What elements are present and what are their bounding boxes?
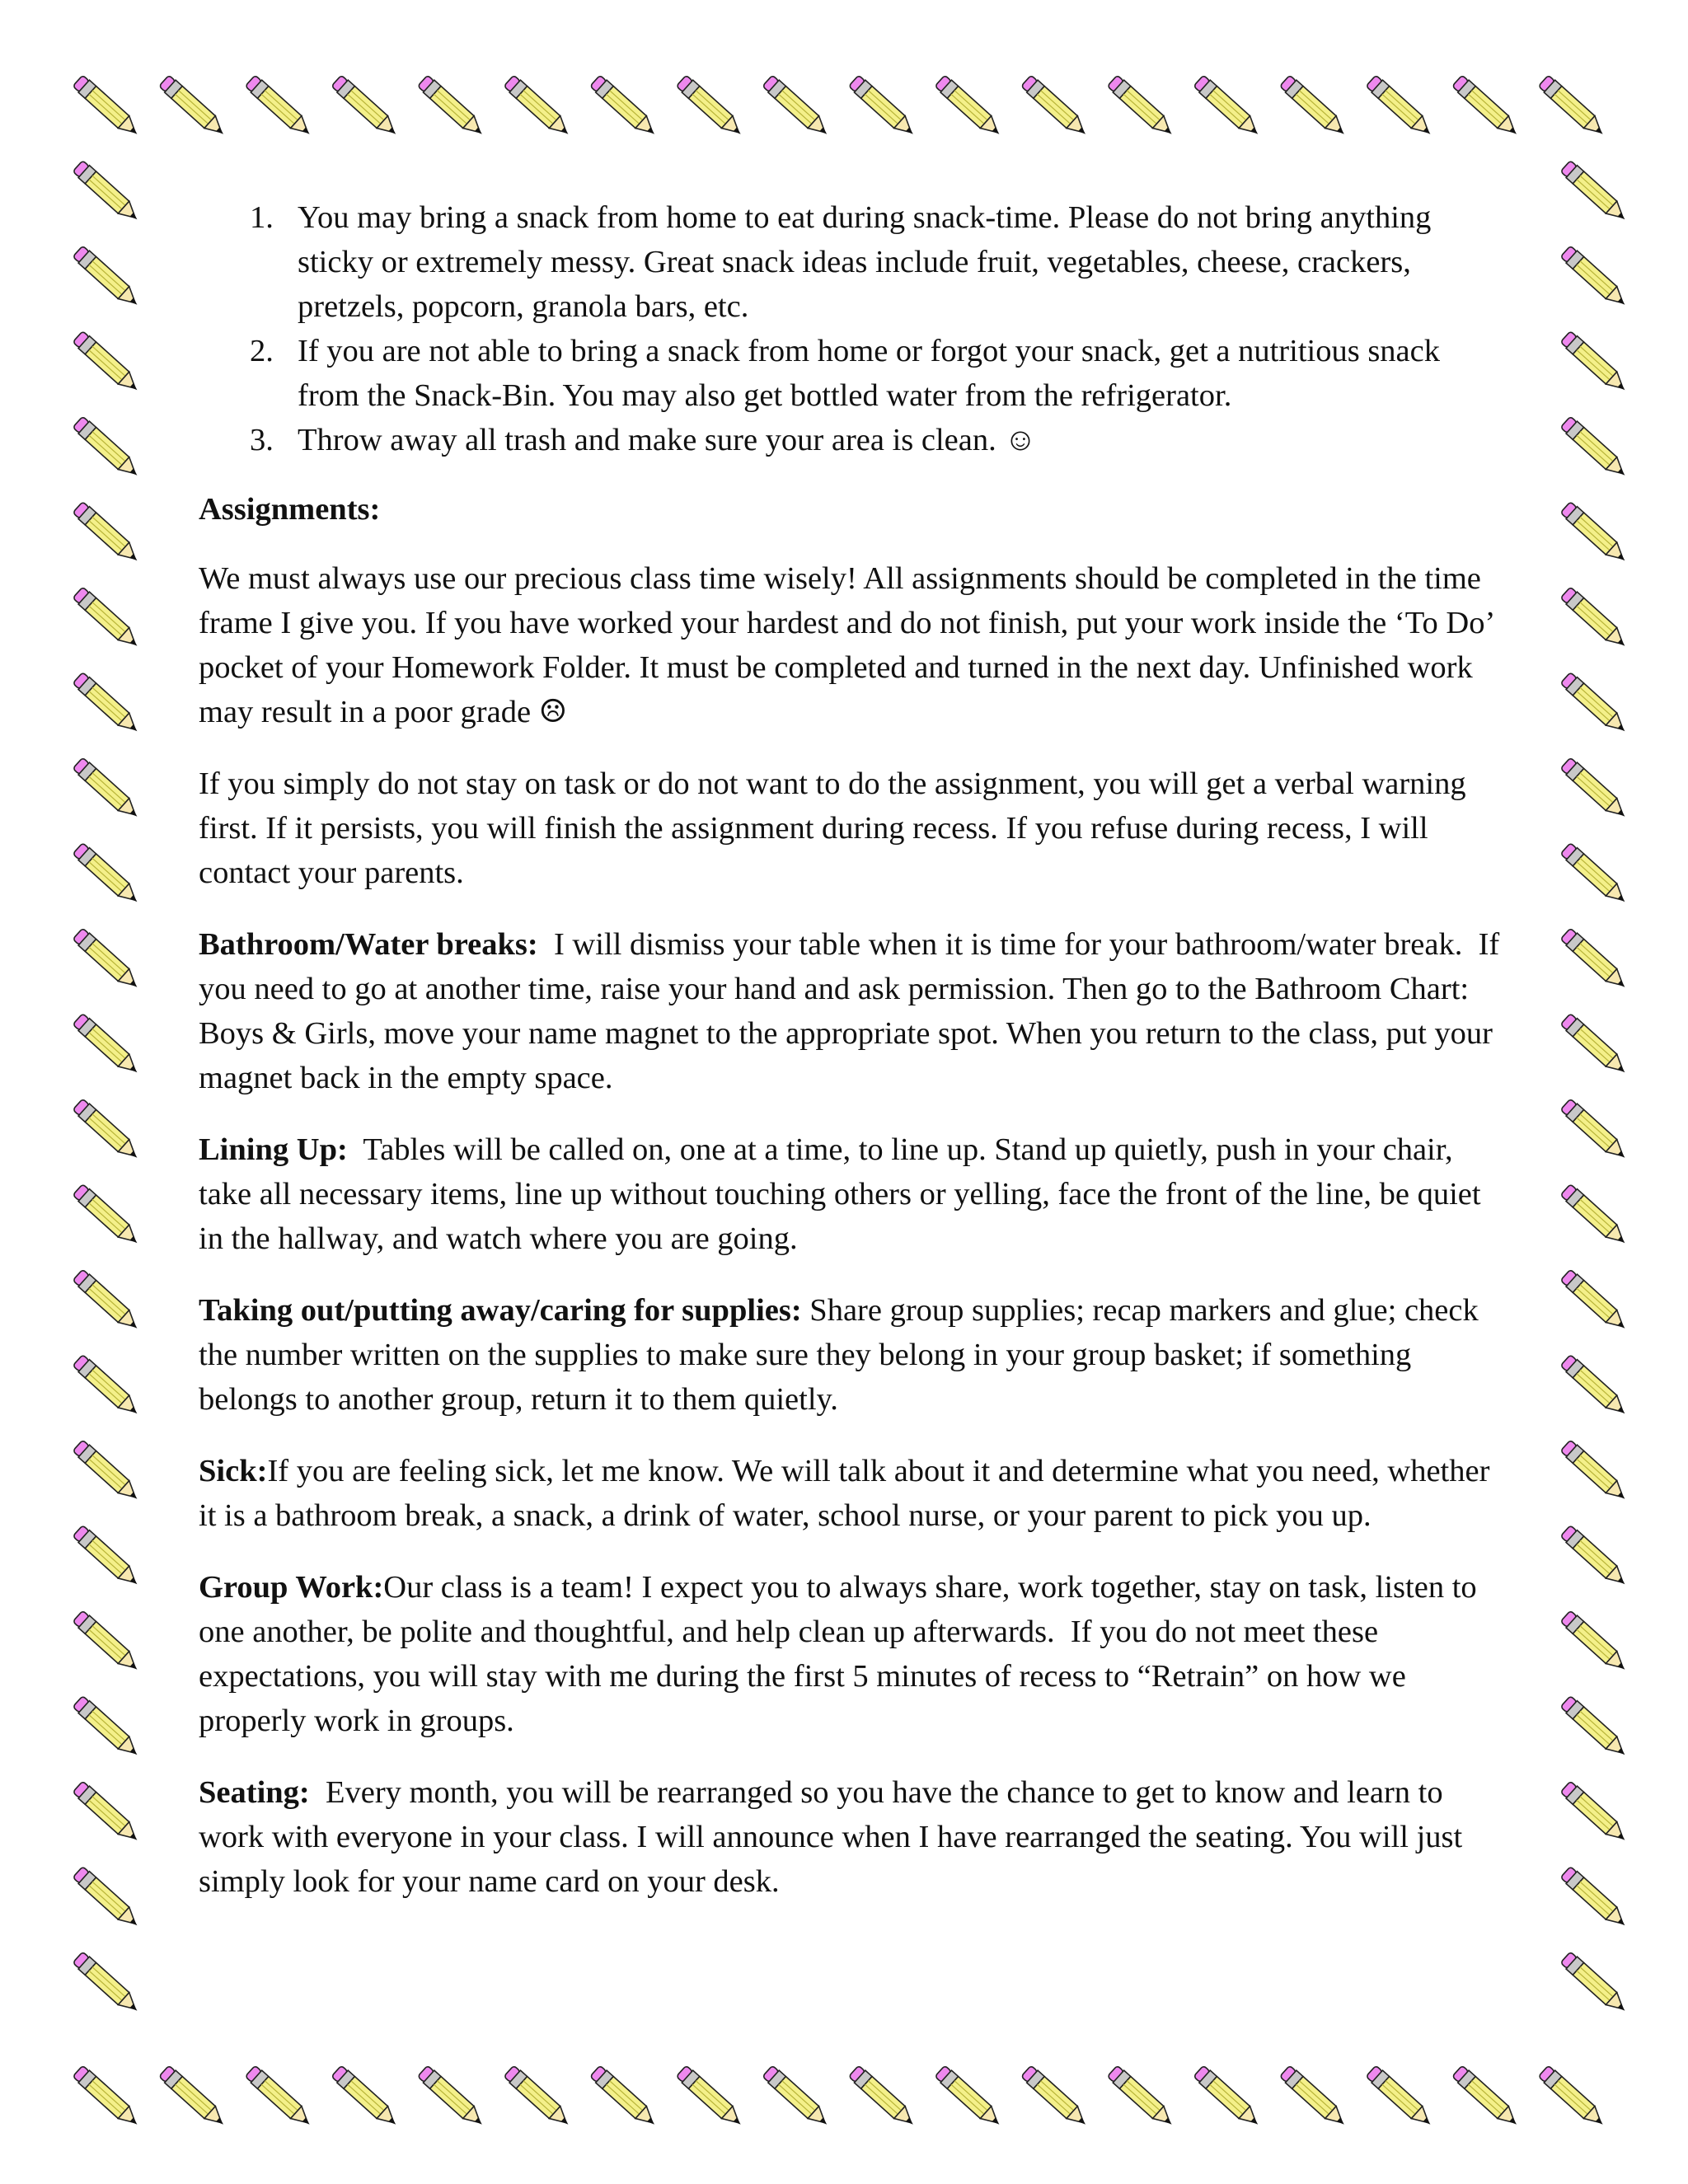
pencil-icon: [1538, 2064, 1608, 2130]
pencil-icon: [1560, 1951, 1630, 2017]
section-label: Bathroom/Water breaks:: [199, 927, 538, 962]
pencil-icon: [73, 1013, 143, 1079]
pencil-icon: [73, 415, 143, 481]
pencil-icon: [848, 2064, 918, 2130]
list-item-text: You may bring a snack from home to eat during snack-time. Please do not bring anything sticky or extremely messy. Great snack ideas include fruit, vegetables, cheese, crackers, pretzels, popcorn, granola bars, etc.: [298, 200, 1432, 324]
pencil-icon: [1560, 1268, 1630, 1334]
pencil-icon: [1560, 927, 1630, 993]
group-work-section: [199, 1565, 1501, 1743]
pencil-icon: [1560, 757, 1630, 823]
pencil-icon: [676, 2064, 746, 2130]
pencil-icon: [417, 2064, 487, 2130]
pencil-icon: [1560, 330, 1630, 396]
pencil-icon: [1560, 1098, 1630, 1164]
pencil-icon: [1538, 74, 1608, 140]
pencil-icon: [1451, 2064, 1522, 2130]
pencil-icon: [1560, 245, 1630, 311]
pencil-icon: [1560, 586, 1630, 652]
pencil-icon: [589, 2064, 659, 2130]
pencil-icon: [1560, 842, 1630, 908]
pencil-icon: [1451, 74, 1522, 140]
pencil-icon: [1560, 1780, 1630, 1846]
pencil-icon: [73, 330, 143, 396]
document-body: [199, 195, 1507, 1931]
assignments-paragraph-2: If you simply do not stay on task or do not want to do the assignment, you will get a verbal warning first. If it persists, you will finish the assignment during recess. If you refuse during recess, I will contact your parents.: [199, 766, 1466, 890]
pencil-icon: [1020, 2064, 1090, 2130]
pencil-icon: [1020, 74, 1090, 140]
section-label: Taking out/putting away/caring for supplies:: [199, 1293, 802, 1328]
pencil-icon: [73, 1866, 143, 1932]
snack-rules-list: [199, 195, 1501, 462]
pencil-icon: [73, 586, 143, 652]
pencil-icon: [73, 1268, 143, 1334]
pencil-icon: [1193, 74, 1263, 140]
pencil-icon: [73, 2064, 143, 2130]
pencil-icon: [762, 2064, 832, 2130]
pencil-icon: [73, 927, 143, 993]
pencil-icon: [848, 74, 918, 140]
pencil-icon: [1366, 74, 1436, 140]
pencil-icon: [417, 74, 487, 140]
pencil-icon: [1560, 1183, 1630, 1249]
pencil-icon: [1560, 415, 1630, 481]
pencil-icon: [1560, 160, 1630, 226]
pencil-icon: [1560, 1354, 1630, 1420]
pencil-icon: [1366, 2064, 1436, 2130]
bathroom-section: [199, 922, 1507, 1100]
seating-section: [199, 1770, 1501, 1904]
pencil-icon: [73, 842, 143, 908]
section-text: Share group supplies; recap markers and glue; check the number written on the supplies to make sure they belong in your group basket; if something belongs to another group, return it to them quietly.: [199, 1293, 1487, 1417]
pencil-icon: [504, 74, 574, 140]
pencil-icon: [331, 74, 401, 140]
pencil-icon: [1560, 1013, 1630, 1079]
section-label: Sick:: [199, 1454, 268, 1488]
pencil-icon: [676, 74, 746, 140]
section-label: Group Work:: [199, 1570, 384, 1605]
lining-up-section: [199, 1127, 1501, 1261]
pencil-icon: [73, 1354, 143, 1420]
list-item: [199, 418, 1501, 462]
pencil-icon: [935, 2064, 1005, 2130]
pencil-icon: [158, 2064, 228, 2130]
section-label: Seating:: [199, 1775, 310, 1810]
pencil-icon: [73, 245, 143, 311]
pencil-icon: [1193, 2064, 1263, 2130]
section-text: I will dismiss your table when it is time for your bathroom/water break. If you need to go at another time, raise your hand and ask permission. Then go to the Bathroom Chart: Boys & Girls, move your name magnet to the appropriate spot. When you return to the class, put your magnet back in the empty space.: [199, 927, 1507, 1095]
pencil-icon: [158, 74, 228, 140]
section-label: Lining Up:: [199, 1132, 348, 1167]
list-item: [199, 195, 1501, 329]
section-text: Every month, you will be rearranged so you have the chance to get to know and learn to work with everyone in your class. I will announce when I have rearranged the seating. You will just simply look for your name card on your desk.: [199, 1775, 1470, 1899]
list-number: 3.: [250, 423, 274, 457]
pencil-icon: [73, 1951, 143, 2017]
list-number: 2.: [250, 334, 274, 368]
pencil-icon: [73, 757, 143, 823]
pencil-icon: [73, 672, 143, 738]
pencil-icon: [1560, 1439, 1630, 1505]
pencil-icon: [73, 160, 143, 226]
list-item-text: If you are not able to bring a snack from home or forgot your snack, get a nutritious snack from the Snack-Bin. You may also get bottled water from the refrigerator.: [298, 334, 1440, 413]
pencil-icon: [73, 1183, 143, 1249]
pencil-icon: [73, 1610, 143, 1675]
pencil-icon: [1279, 2064, 1349, 2130]
assignments-paragraph-1: We must always use our precious class time wisely! All assignments should be completed in the time frame I give you. If you have worked your hardest and do not finish, put your work inside the ‘To Do’ pocket of your Homework Folder. It must be completed and turned in the next day. Unfinished work may result in a poor grade ☹: [199, 561, 1493, 729]
pencil-icon: [1560, 1610, 1630, 1675]
pencil-icon: [1560, 501, 1630, 567]
pencil-icon: [935, 74, 1005, 140]
pencil-icon: [1560, 672, 1630, 738]
pencil-icon: [73, 1525, 143, 1591]
pencil-icon: [73, 74, 143, 140]
assignments-heading: Assignments:: [199, 492, 381, 527]
pencil-icon: [73, 501, 143, 567]
pencil-icon: [504, 2064, 574, 2130]
sick-section: [199, 1449, 1501, 1538]
pencil-icon: [73, 1695, 143, 1761]
pencil-icon: [589, 74, 659, 140]
list-item: [199, 329, 1501, 418]
pencil-icon: [1279, 74, 1349, 140]
pencil-icon: [245, 74, 315, 140]
section-text: If you are feeling sick, let me know. We will talk about it and determine what you need, whether it is a bathroom break, a snack, a drink of water, school nurse, or your parent to pick you up.: [199, 1454, 1498, 1533]
pencil-icon: [1560, 1525, 1630, 1591]
pencil-icon: [762, 74, 832, 140]
pencil-icon: [1107, 74, 1177, 140]
pencil-icon: [73, 1780, 143, 1846]
supplies-section: [199, 1288, 1501, 1422]
section-text: Tables will be called on, one at a time, to line up. Stand up quietly, push in your chair, take all necessary items, line up without touching others or yelling, face the front of the line, be quiet in the hallway, and watch where you are going.: [199, 1132, 1489, 1256]
list-item-text: Throw away all trash and make sure your area is clean. ☺: [298, 423, 1037, 457]
pencil-icon: [1560, 1695, 1630, 1761]
pencil-icon: [331, 2064, 401, 2130]
pencil-icon: [1560, 1866, 1630, 1932]
pencil-icon: [245, 2064, 315, 2130]
pencil-icon: [1107, 2064, 1177, 2130]
list-number: 1.: [250, 200, 274, 235]
pencil-icon: [73, 1098, 143, 1164]
pencil-icon: [73, 1439, 143, 1505]
section-text: Our class is a team! I expect you to always share, work together, stay on task, listen to one another, be polite and thoughtful, and help clean up afterwards. If you do not meet these expectations, you will stay with me during the first 5 minutes of recess to “Retrain” on how we properly work in groups.: [199, 1570, 1485, 1738]
